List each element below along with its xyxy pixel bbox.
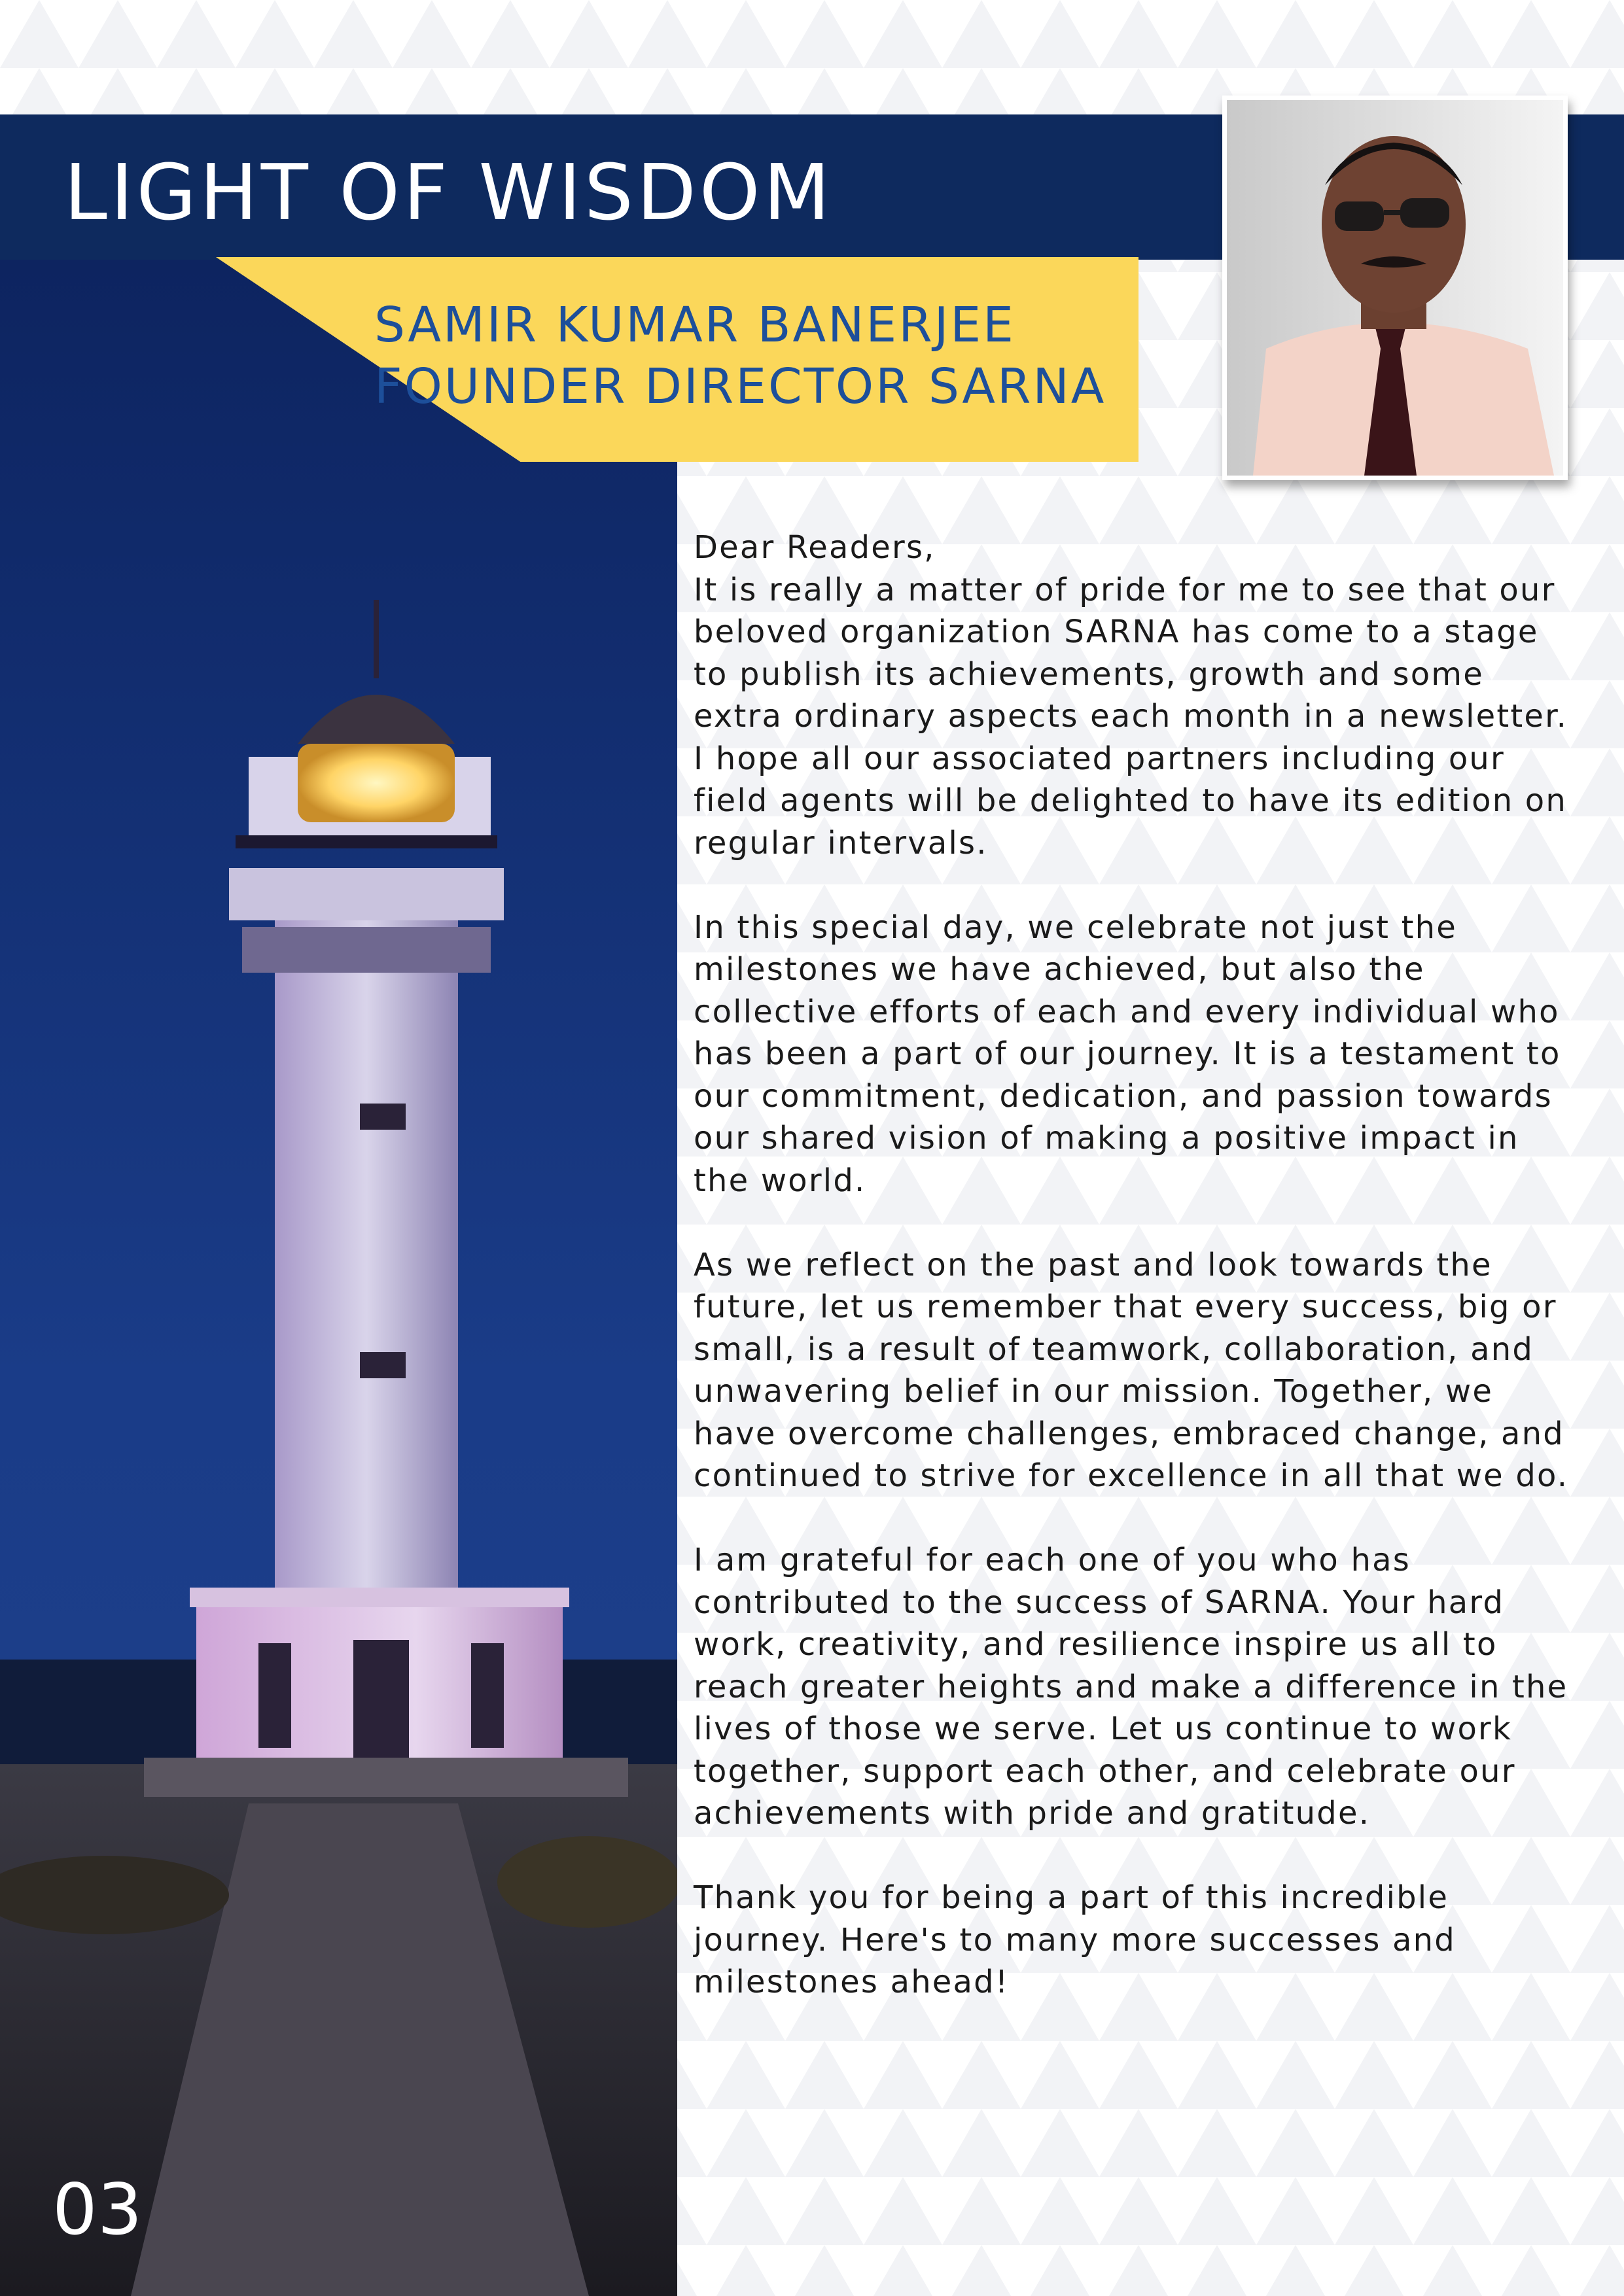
letter-paragraph: As we reflect on the past and look towards the future, let us remember that every success, big or small, is a result of teamwork, collaboration, and unwavering belief in our mission. Together, we have overcome challenges, embraced change, and continued to strive for excellence in all that we do. <box>694 1246 1569 1494</box>
letter-paragraph: It is really a matter of pride for me to see that our beloved organization SARNA has come to a stage to publish its achievements, growth and some extra ordinary aspects each month in a newsletter. I hope all our associated partners including our field agents will be delighted to have its edition on regular intervals. <box>694 571 1568 861</box>
page-title: LIGHT OF WISDOM <box>64 147 834 237</box>
author-block <box>374 294 1106 417</box>
portrait-photo <box>1227 100 1563 476</box>
page-number: 03 <box>52 2169 143 2251</box>
letter-paragraph: Thank you for being a part of this incredible journey. Here's to many more successes and milestones ahead! <box>694 1879 1456 2000</box>
lighthouse-illustration <box>0 260 677 2296</box>
salutation: Dear Readers, <box>694 529 936 566</box>
lighthouse-image <box>0 260 677 2296</box>
author-title: FOUNDER DIRECTOR SARNA <box>374 358 1106 415</box>
letter-body <box>694 527 1583 2045</box>
letter-paragraph: In this special day, we celebrate not just the milestones we have achieved, but also the collective efforts of each and every individual who has been a part of our journey. It is a testament to our commitment, dedication, and passion towards our shared vision of making a positive impact in the world. <box>694 909 1561 1199</box>
portrait-photo-frame <box>1222 96 1568 480</box>
author-name: SAMIR KUMAR BANERJEE <box>374 297 1015 353</box>
portrait-illustration <box>1227 100 1563 476</box>
letter-paragraph: I am grateful for each one of you who has contributed to the success of SARNA. Your hard work, creativity, and resilience inspire us all to reach greater heights and make a difference in the lives of those we serve. Let us continue to work together, support each other, and celebrate our achievements with pride and gratitude. <box>694 1542 1568 1832</box>
